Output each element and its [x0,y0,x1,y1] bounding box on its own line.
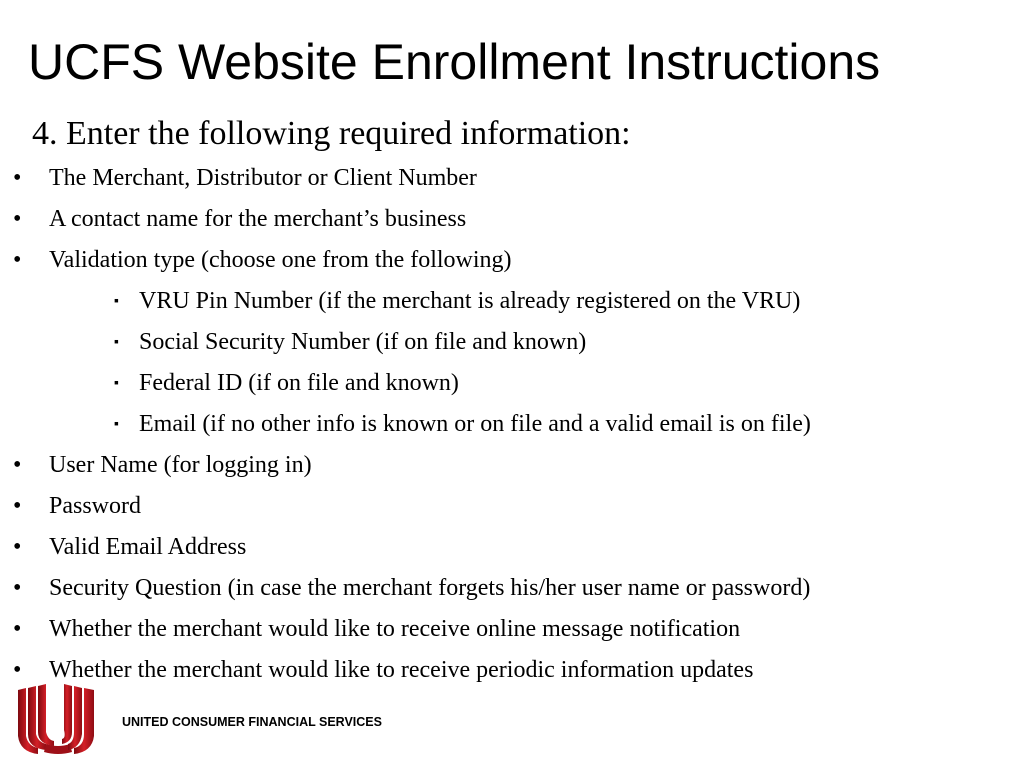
list-item-text: Password [49,493,142,519]
square-bullet-icon: ▪ [114,376,119,391]
square-bullet-icon: ▪ [114,417,119,432]
list-item-text: Email (if no other info is known or on file and a valid email is on file) [139,411,811,437]
list-item-text: Federal ID (if on file and known) [139,370,459,396]
square-bullet-icon: ▪ [114,335,119,350]
slide-subtitle: 4. Enter the following required information: [32,115,631,152]
round-bullet-icon: • [13,165,22,191]
list-item-text: Whether the merchant would like to receive online message notification [49,616,741,642]
round-bullet-icon: • [13,493,22,519]
square-bullet-icon: ▪ [114,294,119,309]
list-item-text: The Merchant, Distributor or Client Number [49,165,477,191]
list-item-text: User Name (for logging in) [49,452,312,478]
list-item-text: Security Question (in case the merchant forgets his/her user name or password) [49,575,811,601]
round-bullet-icon: • [13,452,22,478]
round-bullet-icon: • [13,534,22,560]
list-item-text: VRU Pin Number (if the merchant is already registered on the VRU) [139,288,801,314]
round-bullet-icon: • [13,247,22,273]
round-bullet-icon: • [13,575,22,601]
list-item-text: Social Security Number (if on file and known) [139,329,587,355]
round-bullet-icon: • [13,657,22,683]
ucfs-u-logo-icon [16,684,100,756]
list-item-text: A contact name for the merchant’s business [49,206,467,232]
list-item-text: Valid Email Address [49,534,247,560]
company-name: UNITED CONSUMER FINANCIAL SERVICES [122,715,382,729]
round-bullet-icon: • [13,206,22,232]
list-item-text: Validation type (choose one from the following) [49,247,512,273]
list-item-text: Whether the merchant would like to receive periodic information updates [49,657,754,683]
slide-title: UCFS Website Enrollment Instructions [28,34,881,90]
round-bullet-icon: • [13,616,22,642]
